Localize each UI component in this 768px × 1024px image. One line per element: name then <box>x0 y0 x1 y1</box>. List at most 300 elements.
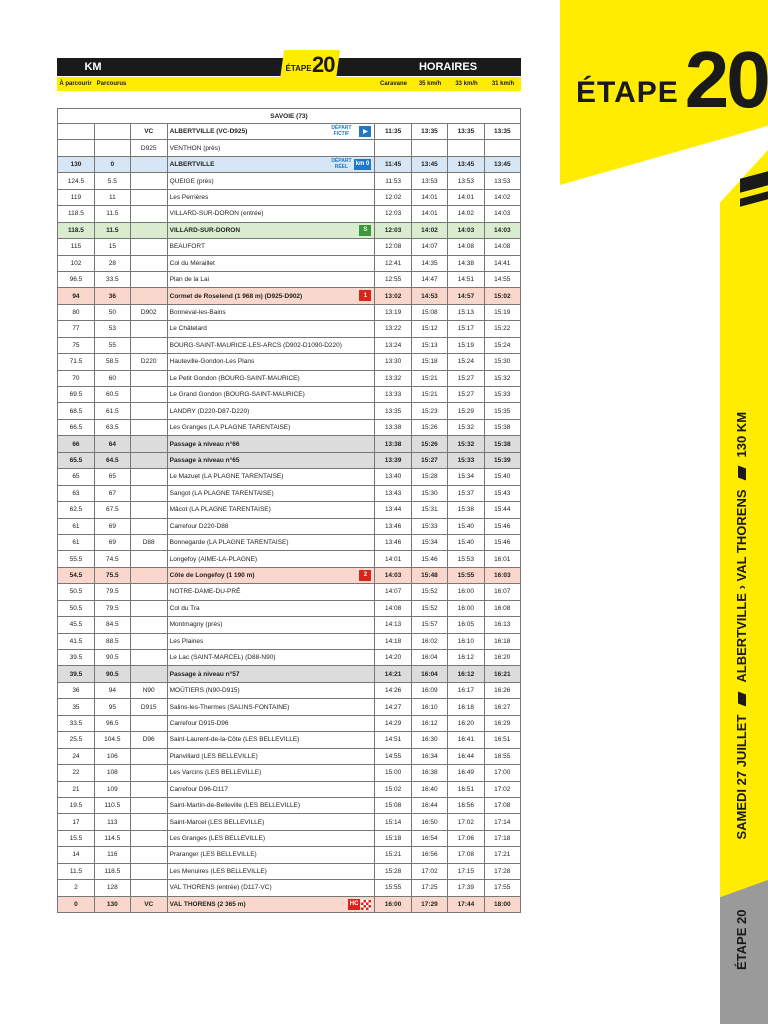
place-label: Côte de Longefoy (1 190 m) <box>169 572 255 580</box>
table-row <box>58 485 521 501</box>
time-31: 16:26 <box>484 682 520 698</box>
km-done: 33.5 <box>94 271 130 287</box>
table-row <box>58 666 521 682</box>
km-done <box>94 124 130 140</box>
km-remaining: 70 <box>58 370 95 386</box>
table-row <box>58 880 521 896</box>
km-remaining: 118.5 <box>58 222 95 238</box>
time-33: 15:53 <box>448 551 484 567</box>
time-caravane: 15:08 <box>375 797 411 813</box>
time-33: 17:39 <box>448 880 484 896</box>
place-label: Les Granges (LES BELLEVILLE) <box>169 835 266 843</box>
time-caravane: 14:18 <box>375 633 411 649</box>
table-row <box>58 370 521 386</box>
time-caravane: 14:21 <box>375 666 411 682</box>
time-35: 16:56 <box>411 847 447 863</box>
km-remaining: 69.5 <box>58 387 95 403</box>
time-caravane: 11:53 <box>375 173 411 189</box>
time-31: 13:45 <box>484 156 520 172</box>
place-name <box>167 124 375 140</box>
place-name <box>167 633 375 649</box>
km-remaining: 24 <box>58 748 95 764</box>
road <box>130 814 167 830</box>
km-remaining: 118.5 <box>58 206 95 222</box>
road <box>130 288 167 304</box>
place-name <box>167 797 375 813</box>
time-35: 16:44 <box>411 797 447 813</box>
time-33: 17:44 <box>448 896 484 912</box>
time-31: 15:38 <box>484 436 520 452</box>
road <box>130 239 167 255</box>
time-33: 14:03 <box>448 222 484 238</box>
road <box>130 189 167 205</box>
place-label: Bonnegarde (LA PLAGNE TARENTAISE) <box>169 539 289 547</box>
km-remaining: 35 <box>58 699 95 715</box>
place-label: Passage à niveau n°57 <box>169 670 240 678</box>
place-name <box>167 140 375 156</box>
km-done: 61.5 <box>94 403 130 419</box>
km-done: 11.5 <box>94 222 130 238</box>
road <box>130 403 167 419</box>
km-remaining: 65.5 <box>58 452 95 468</box>
time-35: 15:21 <box>411 387 447 403</box>
table-row <box>58 403 521 419</box>
place-name <box>167 239 375 255</box>
time-33: 17:02 <box>448 814 484 830</box>
time-caravane: 11:35 <box>375 124 411 140</box>
time-35: 15:08 <box>411 304 447 320</box>
time-33: 13:35 <box>448 124 484 140</box>
road <box>130 650 167 666</box>
place-label: Sangot (LA PLAGNE TARENTAISE) <box>169 489 274 497</box>
time-33: 16:17 <box>448 682 484 698</box>
km-done: 90.5 <box>94 666 130 682</box>
time-31: 16:29 <box>484 715 520 731</box>
time-caravane: 14:29 <box>375 715 411 731</box>
km-done: 5.5 <box>94 173 130 189</box>
km-remaining: 61 <box>58 518 95 534</box>
time-caravane: 13:02 <box>375 288 411 304</box>
time-35: 17:25 <box>411 880 447 896</box>
road <box>130 502 167 518</box>
place-label: Les Plaines <box>169 637 204 645</box>
place-name <box>167 387 375 403</box>
place-name <box>167 304 375 320</box>
time-caravane: 12:03 <box>375 206 411 222</box>
time-33: 16:18 <box>448 699 484 715</box>
table-row <box>58 896 521 912</box>
time-35: 15:46 <box>411 551 447 567</box>
km-remaining: 62.5 <box>58 502 95 518</box>
time-31: 15:39 <box>484 452 520 468</box>
sub-33: 33 km/h <box>455 81 478 87</box>
time-caravane: 14:03 <box>375 567 411 583</box>
place-label: VILLARD-SUR-DORON (entrée) <box>169 210 264 218</box>
km-remaining: 80 <box>58 304 95 320</box>
road <box>130 880 167 896</box>
distance-caption: 130 KM <box>734 411 749 458</box>
place-label: Montmagny (près) <box>169 621 223 629</box>
time-caravane: 13:44 <box>375 502 411 518</box>
km-done: 69 <box>94 518 130 534</box>
place-label: Carrefour D96-D117 <box>169 785 229 793</box>
table-row <box>58 189 521 205</box>
time-35: 15:26 <box>411 419 447 435</box>
time-31: 16:21 <box>484 666 520 682</box>
km-done: 60.5 <box>94 387 130 403</box>
place-name <box>167 321 375 337</box>
time-caravane: 13:46 <box>375 534 411 550</box>
time-31 <box>484 140 520 156</box>
time-31: 15:02 <box>484 288 520 304</box>
place-name <box>167 650 375 666</box>
place-label: Saint-Laurent-de-la-Côte (LES BELLEVILLE) <box>169 736 300 744</box>
time-31: 15:38 <box>484 419 520 435</box>
place-name <box>167 156 375 172</box>
time-31: 16:03 <box>484 567 520 583</box>
place-name <box>167 666 375 682</box>
time-caravane: 14:08 <box>375 600 411 616</box>
itinerary-table <box>57 108 521 913</box>
place-name <box>167 469 375 485</box>
time-35: 15:28 <box>411 469 447 485</box>
km-done: 11.5 <box>94 206 130 222</box>
time-31: 14:02 <box>484 189 520 205</box>
time-35: 15:27 <box>411 452 447 468</box>
place-label: BEAUFORT <box>169 243 205 251</box>
sub-35: 35 km/h <box>418 81 442 87</box>
km-done: 116 <box>94 847 130 863</box>
place-label: Saint-Marcel (LES BELLEVILLE) <box>169 818 265 826</box>
checkered-flag-icon <box>361 900 371 910</box>
table-row <box>58 732 521 748</box>
sub-a-parcourir: À parcourir <box>59 81 92 87</box>
road: D220 <box>130 354 167 370</box>
time-35: 14:01 <box>411 206 447 222</box>
time-caravane: 14:27 <box>375 699 411 715</box>
km-done: 96.5 <box>94 715 130 731</box>
time-33: 15:32 <box>448 419 484 435</box>
place-label: Passage à niveau n°65 <box>169 456 240 464</box>
place-label: Salins-les-Thermes (SALINS-FONTAINE) <box>169 703 290 711</box>
time-35: 14:02 <box>411 222 447 238</box>
km-remaining: 63 <box>58 485 95 501</box>
table-row <box>58 354 521 370</box>
time-35: 16:30 <box>411 732 447 748</box>
road <box>130 206 167 222</box>
time-caravane: 14:01 <box>375 551 411 567</box>
time-caravane: 13:38 <box>375 419 411 435</box>
time-caravane <box>375 140 411 156</box>
place-label: ALBERTVILLE <box>169 161 215 169</box>
time-31: 15:35 <box>484 403 520 419</box>
time-caravane: 14:13 <box>375 617 411 633</box>
time-31: 15:32 <box>484 370 520 386</box>
time-31: 15:43 <box>484 485 520 501</box>
time-33 <box>448 140 484 156</box>
time-caravane: 13:38 <box>375 436 411 452</box>
km-remaining: 2 <box>58 880 95 896</box>
time-33: 16:41 <box>448 732 484 748</box>
road <box>130 485 167 501</box>
time-31: 17:02 <box>484 781 520 797</box>
sub-parcourus: Parcourus <box>96 81 127 87</box>
time-35: 16:10 <box>411 699 447 715</box>
km-remaining: 124.5 <box>58 173 95 189</box>
place-name <box>167 502 375 518</box>
table-row <box>58 387 521 403</box>
table-row <box>58 502 521 518</box>
km-done: 108 <box>94 765 130 781</box>
road <box>130 584 167 600</box>
road <box>130 830 167 846</box>
km-remaining: 15.5 <box>58 830 95 846</box>
km-remaining: 39.5 <box>58 666 95 682</box>
time-caravane: 16:00 <box>375 896 411 912</box>
time-caravane: 13:32 <box>375 370 411 386</box>
time-31: 17:18 <box>484 830 520 846</box>
place-name <box>167 189 375 205</box>
place-label: Le Lac (SAINT-MARCEL) (D88-N90) <box>169 654 276 662</box>
road <box>130 551 167 567</box>
time-33: 13:45 <box>448 156 484 172</box>
time-35: 16:12 <box>411 715 447 731</box>
road: VC <box>130 124 167 140</box>
place-label: ALBERTVILLE (VC-D925) <box>169 128 248 136</box>
time-35: 14:01 <box>411 189 447 205</box>
km-remaining <box>58 140 95 156</box>
road <box>130 370 167 386</box>
time-33: 15:37 <box>448 485 484 501</box>
time-35: 13:35 <box>411 124 447 140</box>
km-remaining: 45.5 <box>58 617 95 633</box>
time-caravane: 14:26 <box>375 682 411 698</box>
place-name <box>167 682 375 698</box>
place-label: Col du Méraillet <box>169 259 215 267</box>
sub-caravane: Caravane <box>379 81 408 87</box>
table-row <box>58 814 521 830</box>
place-name <box>167 699 375 715</box>
place-label: Praranger (LES BELLEVILLE) <box>169 851 257 859</box>
time-caravane: 15:55 <box>375 880 411 896</box>
place-name <box>167 551 375 567</box>
km-remaining: 102 <box>58 255 95 271</box>
time-35: 15:34 <box>411 534 447 550</box>
table-row <box>58 534 521 550</box>
table-row <box>58 321 521 337</box>
time-33: 15:38 <box>448 502 484 518</box>
km-done: 64.5 <box>94 452 130 468</box>
km-done: 0 <box>94 156 130 172</box>
place-name <box>167 863 375 879</box>
road <box>130 271 167 287</box>
place-label: Les Perrières <box>169 193 209 201</box>
table-row <box>58 830 521 846</box>
time-31: 15:44 <box>484 502 520 518</box>
km-remaining: 50.5 <box>58 600 95 616</box>
time-31: 17:00 <box>484 765 520 781</box>
time-caravane: 12:02 <box>375 189 411 205</box>
separator-icon <box>738 466 746 481</box>
place-name <box>167 781 375 797</box>
km-remaining: 21 <box>58 781 95 797</box>
time-31: 14:03 <box>484 206 520 222</box>
time-33: 16:00 <box>448 600 484 616</box>
table-row <box>58 699 521 715</box>
km-done: 104.5 <box>94 732 130 748</box>
place-label: LANDRY (D220-D87-D220) <box>169 407 250 415</box>
table-row <box>58 140 521 156</box>
road <box>130 321 167 337</box>
km-remaining <box>58 124 95 140</box>
km-remaining: 66 <box>58 436 95 452</box>
time-33: 15:17 <box>448 321 484 337</box>
time-31: 15:19 <box>484 304 520 320</box>
table-row <box>58 584 521 600</box>
etape-badge <box>280 50 340 80</box>
time-31: 17:21 <box>484 847 520 863</box>
place-name <box>167 896 375 912</box>
time-31: 17:28 <box>484 863 520 879</box>
time-caravane: 13:19 <box>375 304 411 320</box>
place-label: Les Varcins (LES BELLEVILLE) <box>169 769 262 777</box>
time-caravane: 15:02 <box>375 781 411 797</box>
time-31: 17:08 <box>484 797 520 813</box>
sub-31: 31 km/h <box>491 81 515 87</box>
separator-icon <box>738 691 746 706</box>
time-33: 15:55 <box>448 567 484 583</box>
time-31: 16:01 <box>484 551 520 567</box>
place-label: Plan de la Lai <box>169 276 210 284</box>
km-done: 74.5 <box>94 551 130 567</box>
km-remaining: 55.5 <box>58 551 95 567</box>
place-label: VAL THORENS (entrée) (D117-VC) <box>169 884 272 892</box>
place-name <box>167 847 375 863</box>
road <box>130 518 167 534</box>
km-remaining: 0 <box>58 896 95 912</box>
time-33: 14:57 <box>448 288 484 304</box>
place-name <box>167 830 375 846</box>
place-label: Passage à niveau n°66 <box>169 440 240 448</box>
km-remaining: 96.5 <box>58 271 95 287</box>
place-label: VAL THORENS (2 365 m) <box>169 900 246 908</box>
road <box>130 387 167 403</box>
time-33: 15:40 <box>448 534 484 550</box>
km-done: 79.5 <box>94 584 130 600</box>
place-name <box>167 748 375 764</box>
place-label: VENTHON (près) <box>169 144 221 152</box>
time-35: 15:23 <box>411 403 447 419</box>
km-done: 94 <box>94 682 130 698</box>
hc-badge: HC <box>348 899 361 910</box>
km-done: 67.5 <box>94 502 130 518</box>
time-33: 15:32 <box>448 436 484 452</box>
time-35: 16:34 <box>411 748 447 764</box>
time-31: 16:51 <box>484 732 520 748</box>
road: VC <box>130 896 167 912</box>
road: N90 <box>130 682 167 698</box>
time-31: 15:46 <box>484 518 520 534</box>
road <box>130 156 167 172</box>
road <box>130 600 167 616</box>
km-done: 50 <box>94 304 130 320</box>
time-35: 15:18 <box>411 354 447 370</box>
table-row <box>58 173 521 189</box>
place-label: VILLARD-SUR-DORON <box>169 226 241 234</box>
time-caravane: 14:07 <box>375 584 411 600</box>
table-row <box>58 633 521 649</box>
km-done: 110.5 <box>94 797 130 813</box>
time-caravane: 15:28 <box>375 863 411 879</box>
time-31: 16:08 <box>484 600 520 616</box>
time-33: 15:40 <box>448 518 484 534</box>
time-31: 15:30 <box>484 354 520 370</box>
table-row <box>58 255 521 271</box>
road <box>130 781 167 797</box>
place-label: Planvillard (LES BELLEVILLE) <box>169 752 258 760</box>
road <box>130 255 167 271</box>
time-33: 16:05 <box>448 617 484 633</box>
km-done: 114.5 <box>94 830 130 846</box>
time-31: 15:33 <box>484 387 520 403</box>
time-33: 14:38 <box>448 255 484 271</box>
place-label: Carrefour D220-D88 <box>169 522 229 530</box>
place-label: Carrefour D915-D96 <box>169 719 229 727</box>
place-name <box>167 518 375 534</box>
place-name <box>167 534 375 550</box>
time-31: 14:41 <box>484 255 520 271</box>
sprint-badge: S <box>359 225 371 236</box>
place-label: Longefoy (AIME-LA-PLAGNE) <box>169 555 258 563</box>
road <box>130 617 167 633</box>
place-name <box>167 222 375 238</box>
km-done: 58.5 <box>94 354 130 370</box>
road <box>130 748 167 764</box>
km-done: 36 <box>94 288 130 304</box>
time-33: 16:49 <box>448 765 484 781</box>
km-remaining: 54.5 <box>58 567 95 583</box>
road: D88 <box>130 534 167 550</box>
road <box>130 436 167 452</box>
place-label: QUEIGE (près) <box>169 177 214 185</box>
time-31: 15:22 <box>484 321 520 337</box>
road <box>130 452 167 468</box>
time-35: 15:26 <box>411 436 447 452</box>
km-done: 69 <box>94 534 130 550</box>
km-done: 63.5 <box>94 419 130 435</box>
time-33: 14:02 <box>448 206 484 222</box>
km-remaining: 130 <box>58 156 95 172</box>
table-row <box>58 715 521 731</box>
km-remaining: 66.5 <box>58 419 95 435</box>
place-label: Les Granges (LA PLAGNE TARENTAISE) <box>169 424 291 432</box>
km-remaining: 33.5 <box>58 715 95 731</box>
km-done: 28 <box>94 255 130 271</box>
time-35: 15:13 <box>411 337 447 353</box>
km-remaining: 39.5 <box>58 650 95 666</box>
time-35: 16:04 <box>411 666 447 682</box>
road <box>130 666 167 682</box>
time-31: 16:07 <box>484 584 520 600</box>
time-35: 15:30 <box>411 485 447 501</box>
km-remaining: 68.5 <box>58 403 95 419</box>
time-caravane: 12:55 <box>375 271 411 287</box>
time-33: 16:12 <box>448 666 484 682</box>
place-label: Le Mazuet (LA PLAGNE TARENTAISE) <box>169 473 284 481</box>
time-31: 17:55 <box>484 880 520 896</box>
time-35: 15:57 <box>411 617 447 633</box>
time-35: 15:52 <box>411 584 447 600</box>
